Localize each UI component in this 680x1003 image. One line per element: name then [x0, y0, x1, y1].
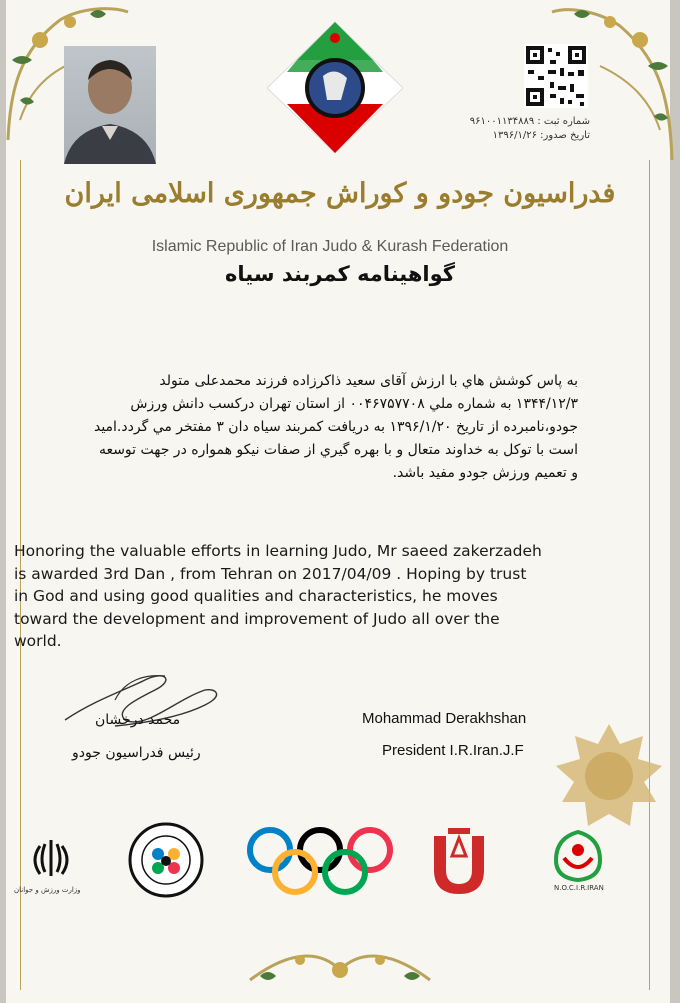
ministry-caption: وزارت ورزش و جوانان — [14, 886, 81, 894]
noc-iran-logo — [550, 828, 606, 882]
federation-emblem — [265, 20, 405, 155]
persian-body-line: و تعميم ورزش جودو مفيد باشد. — [392, 465, 578, 481]
olympic-rings-logo — [240, 826, 400, 896]
ijf-logo — [128, 822, 204, 898]
persian-body-line: است با توکل به خداوند متعال و با بهره گيري از صفات نيکو همواره در جهت توسعه — [98, 442, 578, 458]
english-body-text — [14, 540, 624, 653]
noc-caption: N.O.C.I.R.IRAN — [554, 884, 604, 892]
person-silhouette-icon — [64, 46, 156, 164]
persian-body-line: به پاس کوشش هاي با ارزش آقای سعید ذاکرزاده فرزند محمدعلی متولد — [159, 373, 578, 389]
qr-code-icon — [524, 44, 588, 108]
issue-date: تاریخ صدور: ۱۳۹۶/۱/۲۶ — [492, 130, 590, 141]
english-body-line: Honoring the valuable efforts in learning Judo, Mr saeed zakerzadeh — [14, 542, 542, 560]
federation-name-fa: فدراسیون جودو و کوراش جمهوری اسلامی ایران — [64, 178, 616, 209]
iran-emblem-icon — [26, 834, 76, 884]
handwritten-signature — [55, 660, 235, 740]
gold-seal — [556, 724, 662, 830]
registration-number: شماره ثبت : ۹۶۱۰۰۱۱۳۴۸۸۹ — [469, 116, 590, 127]
persian-body-line: جودو،نامبرده از تاریخ ۱۳۹۶/۱/۲۰ به دریافت کمربند سیاه دان ۳ مفتخر مي گردد.امید — [93, 419, 578, 435]
asian-judo-union-logo — [428, 826, 490, 896]
signer-title-en: President I.R.Iran.J.F — [382, 742, 524, 759]
federation-name-en: Islamic Republic of Iran Judo & Kurash Federation — [151, 238, 509, 255]
qr-code — [524, 44, 588, 108]
signer-title-fa: رئیس فدراسیون جودو — [72, 745, 201, 761]
portrait-photo — [64, 46, 156, 164]
english-body-line: is awarded 3rd Dan , from Tehran on 2017/04/09 . Hoping by trust — [14, 564, 527, 583]
persian-body-line: ۱۳۴۴/۱۲/۳ به شماره ملي ۰۰۴۶۷۵۷۷۰۸ از استان تهران درکسب دانش ورزش — [130, 396, 578, 412]
signer-name-en: Mohammad Derakhshan — [362, 710, 527, 727]
english-body-line: world. — [14, 632, 62, 650]
english-body-line: in God and using good qualities and characteristics, he moves — [14, 587, 498, 605]
bottom-ornament — [240, 930, 440, 1003]
english-body-line: toward the development and improvement of Judo all over the — [14, 609, 500, 628]
certificate-title: گواهینامه کمربند سیاه — [225, 262, 455, 286]
persian-body-text — [30, 370, 578, 485]
signer-name-fa: محمد درخشان — [95, 712, 181, 728]
